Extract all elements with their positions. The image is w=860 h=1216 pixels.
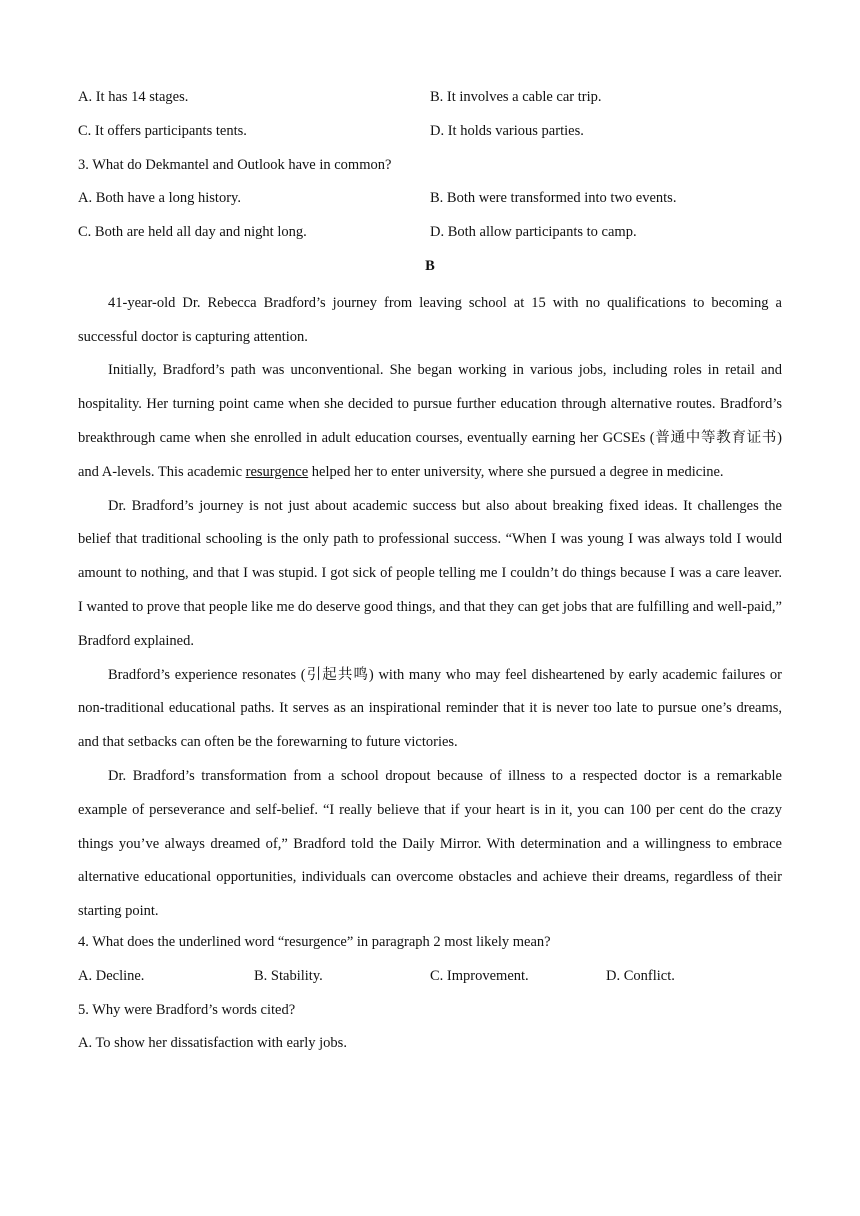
q3-option-a: A. Both have a long history. <box>78 190 241 207</box>
q4-option-b: B. Stability. <box>254 967 323 984</box>
q5-option-a: A. To show her dissatisfaction with early jobs. <box>78 1035 347 1052</box>
paragraph-2-text-after: helped her to enter university, where she pursued a degree in medicine. <box>308 463 724 480</box>
passage-paragraph-4: Bradford’s experience resonates (引起共鸣) with many who may feel disheartened by early academic failures or non-traditional educational paths. It serves as an inspirational reminder that it is never too late to pursue one’s dreams, and that setbacks can often be the forewarning to future victories. <box>78 666 782 751</box>
q5-stem: 5. Why were Bradford’s words cited? <box>78 1001 296 1018</box>
q4-option-d: D. Conflict. <box>606 967 675 984</box>
q3-options-row-1 <box>78 185 782 219</box>
passage-paragraph-3: Dr. Bradford’s journey is not just about academic success but also about breaking fixed ideas. It challenges the belief that traditional schooling is the only path to professional success. “When I was young I was always told I would amount to nothing, and that I was stupid. I got sick of people telling me I couldn’t do things because I was a care leaver. I wanted to prove that people like me do deserve good things, and that they can get jobs that are fulfilling and well-paid,” Bradford explained. <box>78 497 782 649</box>
underlined-word-resurgence: resurgence <box>245 463 309 480</box>
q4-stem: 4. What does the underlined word “resurgence” in paragraph 2 most likely mean? <box>78 933 551 950</box>
q3-option-b: B. Both were transformed into two events. <box>430 190 677 207</box>
q4-option-a: A. Decline. <box>78 967 145 984</box>
q2-options-row-1 <box>78 84 782 118</box>
passage-paragraph-5: Dr. Bradford’s transformation from a school dropout because of illness to a respected doctor is a remarkable example of perseverance and self-belief. “I really believe that if your heart is in it, you can 100 per cent do the crazy things you’ve always dreamed of,” Bradford told the Daily Mirror. With determination and a willingness to embrace alternative educational opportunities, individuals can overcome obstacles and achieve their dreams, regardless of their starting point. <box>78 767 782 920</box>
q2-option-c: C. It offers participants tents. <box>78 122 247 139</box>
q3-option-d: D. Both allow participants to camp. <box>430 224 637 241</box>
q2-option-b: B. It involves a cable car trip. <box>430 89 602 105</box>
passage-paragraph-2 <box>78 354 782 489</box>
paragraph-2-text-before: Initially, Bradford’s path was unconventional. She began working in various jobs, including roles in retail and hospitality. Her turning point came when she decided to pursue further education through alternative routes. Bradford’s breakthrough came when she enrolled in adult education courses, eventually earning her GCSEs (普通中等教育证书) and A-levels. This academic <box>78 362 782 480</box>
q3-options-row-2 <box>78 219 782 253</box>
q2-option-d: D. It holds various parties. <box>430 122 584 139</box>
q3-option-c: C. Both are held all day and night long. <box>78 224 307 241</box>
q3-stem: 3. What do Dekmantel and Outlook have in common? <box>78 156 392 173</box>
q4-options-row <box>78 963 782 997</box>
q2-option-a: A. It has 14 stages. <box>78 89 189 105</box>
passage-paragraph-1: 41-year-old Dr. Rebecca Bradford’s journey from leaving school at 15 with no qualifications to becoming a successful doctor is capturing attention. <box>78 294 782 345</box>
q4-option-c: C. Improvement. <box>430 967 529 984</box>
q2-options-row-2 <box>78 118 782 152</box>
exam-page <box>78 84 782 1064</box>
section-b-heading: B <box>425 257 435 274</box>
